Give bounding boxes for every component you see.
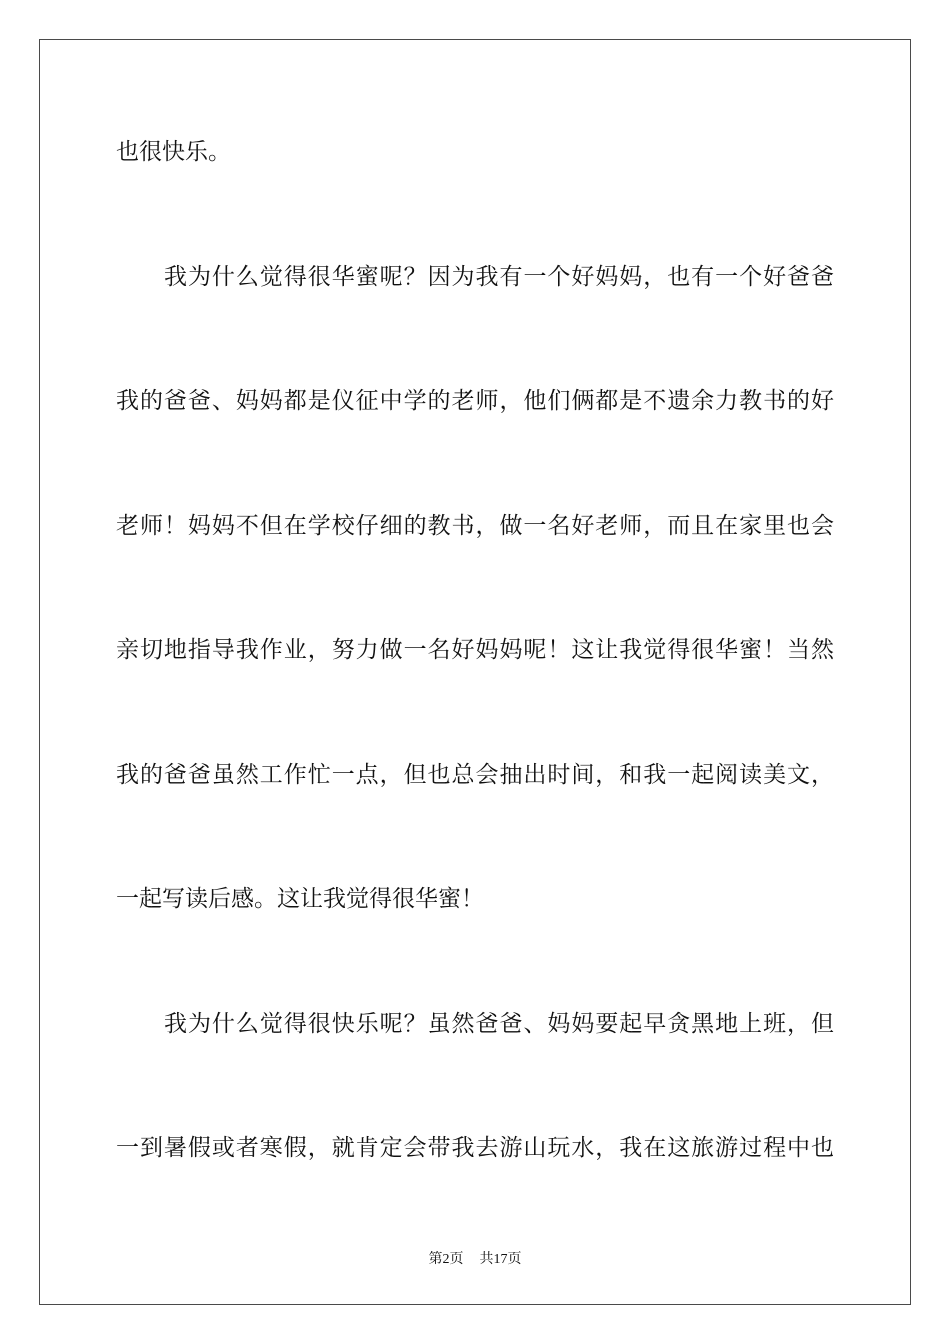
page-total: 共17页	[479, 1252, 522, 1267]
text-line: 亲切地指导我作业，努力做一名好妈妈呢！这让我觉得很华蜜！当然	[116, 637, 834, 663]
text-line: 我为什么觉得很快乐呢？虽然爸爸、妈妈要起早贪黑地上班，但	[164, 1011, 834, 1037]
text-line: 我为什么觉得很华蜜呢？因为我有一个好妈妈，也有一个好爸爸	[164, 264, 834, 290]
page-border	[39, 39, 911, 1305]
text-line: 一到暑假或者寒假，就肯定会带我去游山玩水，我在这旅游过程中也	[116, 1135, 834, 1161]
text-line: 老师！妈妈不但在学校仔细的教书，做一名好老师，而且在家里也会	[116, 513, 834, 539]
page-footer	[0, 1248, 950, 1268]
page-number: 第2页	[428, 1252, 464, 1267]
text-line: 我的爸爸虽然工作忙一点，但也总会抽出时间，和我一起阅读美文，	[116, 762, 834, 788]
text-line: 也很快乐。	[116, 139, 231, 165]
text-line: 一起写读后感。这让我觉得很华蜜！	[116, 886, 484, 912]
text-line: 我的爸爸、妈妈都是仪征中学的老师，他们俩都是不遗余力教书的好	[116, 388, 834, 414]
